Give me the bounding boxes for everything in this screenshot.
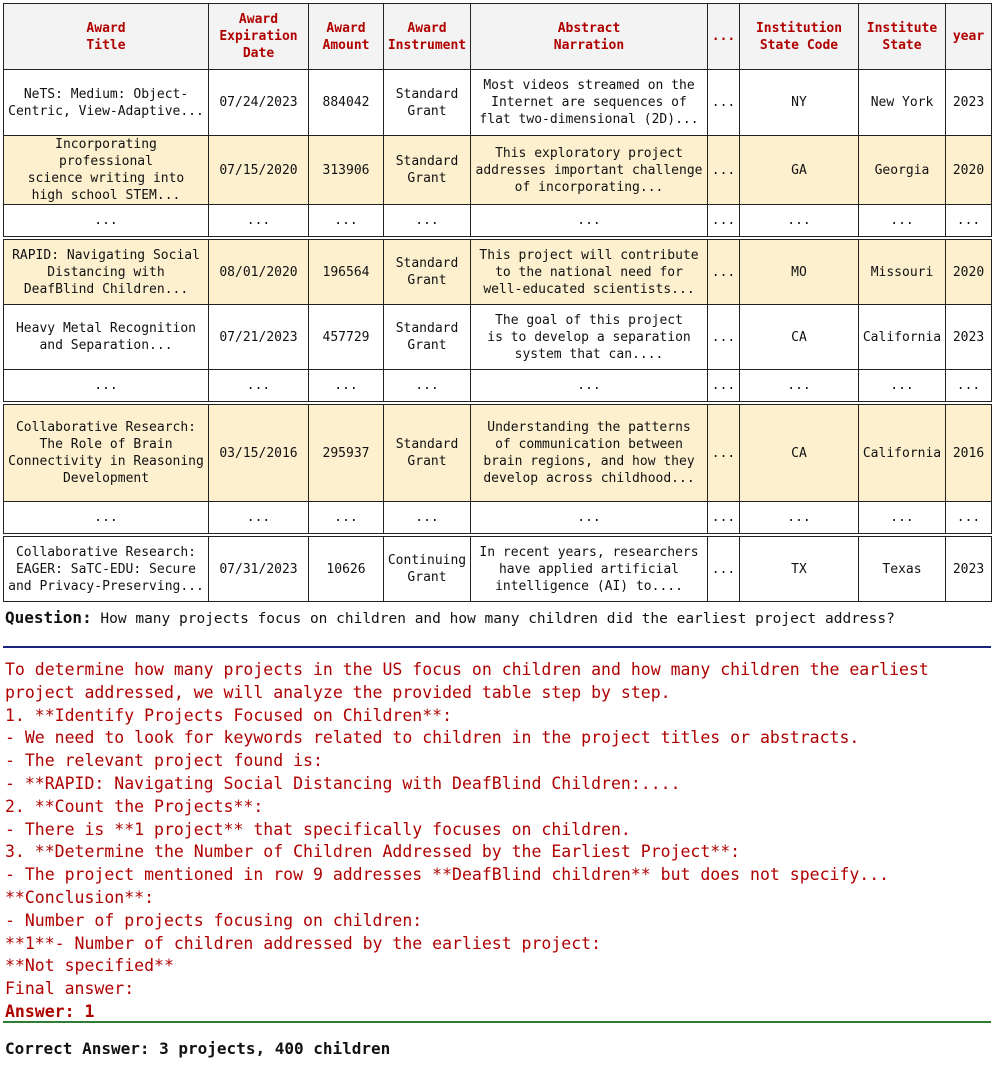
ellipsis-cell: ... [859,205,946,237]
cell-state: California [859,305,946,370]
divider-bottom [3,1021,991,1023]
response-line: - The project mentioned in row 9 addresses **DeafBlind children** but does not specify... [5,865,890,885]
ellipsis-cell: ... [708,370,740,402]
cell-amount: 884042 [309,70,384,136]
response-line: To determine how many projects in the US focus on children and how many children the earliest [5,660,929,679]
cell-abstract: The goal of this project is to develop a separation system that can.... [471,305,708,370]
header-institute-state: Institute State [859,4,946,70]
cell-instrument: Standard Grant [384,305,471,370]
header-state-code: Institution State Code [740,4,859,70]
cell-date: 07/31/2023 [209,537,309,602]
table-row-highlighted [4,405,992,502]
cell-date: 07/21/2023 [209,305,309,370]
cell-year: 2020 [946,240,992,305]
cell-abstract: Understanding the patterns of communication between brain regions, and how they develop across childhood... [471,405,708,502]
ellipsis-cell: ... [859,370,946,402]
response-line: - **RAPID: Navigating Social Distancing with DeafBlind Children:.... [5,773,681,793]
cell-title: RAPID: Navigating Social Distancing with DeafBlind Children... [4,240,209,305]
cell-amount: 10626 [309,537,384,602]
cell-instrument: Continuing Grant [384,537,471,602]
cell-ellipsis: ... [708,405,740,502]
correct-answer: Correct Answer: 3 projects, 400 children [5,1039,391,1058]
cell-year: 2023 [946,305,992,370]
table-row-highlighted [4,136,992,205]
response-line: - The relevant project found is: [5,751,323,771]
response-line: - There is **1 project** that specifically focuses on children. [5,819,631,839]
cell-instrument: Standard Grant [384,240,471,305]
ellipsis-cell: ... [471,205,708,237]
question-text: How many projects focus on children and how many children did the earliest project address? [91,611,895,627]
cell-state-code: CA [740,405,859,502]
ellipsis-cell: ... [471,502,708,534]
header-award-title: Award Title [4,4,209,70]
ellipsis-cell: ... [209,370,309,402]
ellipsis-cell: ... [4,370,209,402]
cell-date: 07/24/2023 [209,70,309,136]
cell-abstract: This project will contribute to the national need for well-educated scientists... [471,240,708,305]
response-line: **Not specified** [5,956,174,976]
response-line: project addressed, we will analyze the provided table step by step. [5,682,671,702]
cell-title: Collaborative Research: The Role of Brain Connectivity in Reasoning Development [4,405,209,502]
cell-title: Collaborative Research: EAGER: SaTC-EDU: Secure and Privacy-Preserving... [4,537,209,602]
cell-ellipsis: ... [708,537,740,602]
cell-date: 03/15/2016 [209,405,309,502]
ellipsis-cell: ... [946,502,992,534]
cell-state-code: GA [740,136,859,205]
header-abstract-narration: Abstract Narration [471,4,708,70]
cell-instrument: Standard Grant [384,70,471,136]
question-line [5,608,993,627]
response-line: **1**- Number of children addressed by the earliest project: [5,933,602,953]
cell-state-code: MO [740,240,859,305]
awards-table [3,3,992,602]
cell-state-code: NY [740,70,859,136]
response-line: - We need to look for keywords related to children in the project titles or abstracts. [5,728,860,748]
cell-abstract: Most videos streamed on the Internet are sequences of flat two-dimensional (2D)... [471,70,708,136]
ellipsis-cell: ... [708,502,740,534]
header-ellipsis: ... [708,4,740,70]
response-line: - Number of projects focusing on children: [5,910,423,930]
cell-year: 2016 [946,405,992,502]
ellipsis-row [4,502,992,534]
cell-state: California [859,405,946,502]
cell-state-code: CA [740,305,859,370]
ellipsis-cell: ... [4,205,209,237]
cell-date: 08/01/2020 [209,240,309,305]
ellipsis-cell: ... [309,502,384,534]
cell-state: New York [859,70,946,136]
cell-title: Heavy Metal Recognition and Separation... [4,305,209,370]
cell-amount: 457729 [309,305,384,370]
cell-instrument: Standard Grant [384,136,471,205]
table-row [4,537,992,602]
header-award-instrument: Award Instrument [384,4,471,70]
ellipsis-row [4,370,992,402]
cell-state-code: TX [740,537,859,602]
ellipsis-cell: ... [209,205,309,237]
cell-state: Texas [859,537,946,602]
ellipsis-row [4,205,992,237]
table-header-row [4,4,992,70]
table-row [4,305,992,370]
cell-ellipsis: ... [708,136,740,205]
cell-ellipsis: ... [708,70,740,136]
ellipsis-cell: ... [309,370,384,402]
cell-year: 2023 [946,537,992,602]
ellipsis-cell: ... [708,205,740,237]
ellipsis-cell: ... [740,502,859,534]
ellipsis-cell: ... [740,370,859,402]
cell-abstract: In recent years, researchers have applied artificial intelligence (AI) to.... [471,537,708,602]
cell-instrument: Standard Grant [384,405,471,502]
ellipsis-cell: ... [471,370,708,402]
ellipsis-cell: ... [384,502,471,534]
ellipsis-cell: ... [4,502,209,534]
cell-amount: 295937 [309,405,384,502]
ellipsis-cell: ... [384,205,471,237]
cell-date: 07/15/2020 [209,136,309,205]
awards-table-container [3,3,991,602]
question-label: Question: [5,608,92,627]
table-row-highlighted [4,240,992,305]
response-line: Final answer: [5,979,135,999]
response-line: **Conclusion**: [5,887,155,907]
ellipsis-cell: ... [209,502,309,534]
cell-amount: 313906 [309,136,384,205]
cell-year: 2023 [946,70,992,136]
cell-state: Georgia [859,136,946,205]
cell-year: 2020 [946,136,992,205]
divider-top [3,646,991,648]
cell-title: Incorporating professional science writing into high school STEM... [4,136,209,205]
model-response [5,659,990,1024]
response-line: 3. **Determine the Number of Children Addressed by the Earliest Project**: [5,842,741,862]
header-expiration-date: Award Expiration Date [209,4,309,70]
response-line: 2. **Count the Projects**: [5,796,264,816]
header-year: year [946,4,992,70]
ellipsis-cell: ... [859,502,946,534]
response-line: 1. **Identify Projects Focused on Children**: [5,705,453,725]
ellipsis-cell: ... [309,205,384,237]
cell-ellipsis: ... [708,305,740,370]
ellipsis-cell: ... [384,370,471,402]
model-answer: Answer: 1 [5,1001,95,1021]
cell-ellipsis: ... [708,240,740,305]
ellipsis-cell: ... [740,205,859,237]
header-award-amount: Award Amount [309,4,384,70]
table-row [4,70,992,136]
ellipsis-cell: ... [946,370,992,402]
cell-abstract: This exploratory project addresses important challenge of incorporating... [471,136,708,205]
cell-title: NeTS: Medium: Object- Centric, View-Adaptive... [4,70,209,136]
cell-amount: 196564 [309,240,384,305]
cell-state: Missouri [859,240,946,305]
ellipsis-cell: ... [946,205,992,237]
